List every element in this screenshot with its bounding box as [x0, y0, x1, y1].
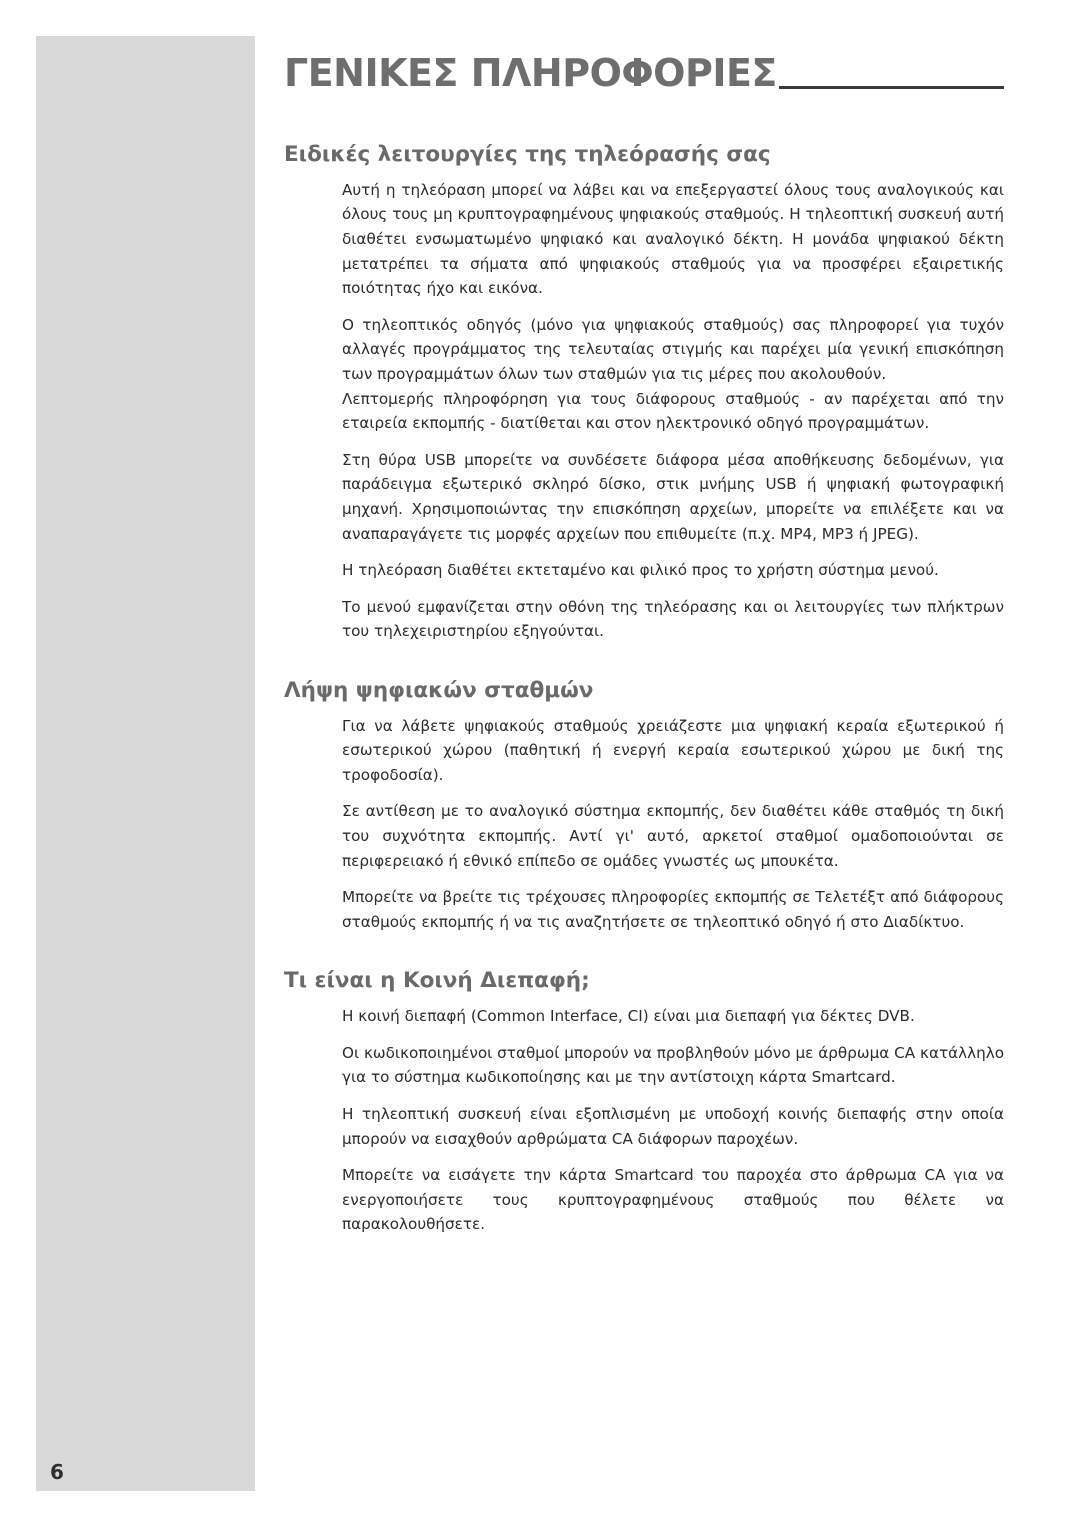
paragraph: Μπορείτε να βρείτε τις τρέχουσες πληροφορίες εκπομπής σε Τελετέξτ από διάφορους σταθμούς εκπομπής ή να τις αναζητήσετε σε τηλεοπτικό οδηγό ή στο Διαδίκτυο. [342, 888, 1004, 931]
paragraph: Το μενού εμφανίζεται στην οθόνη της τηλεόρασης και οι λειτουργίες των πλήκτρων του τηλεχειριστηρίου εξηγούνται. [342, 597, 1004, 641]
paragraph: Οι κωδικοποιημένοι σταθμοί μπορούν να προβληθούν μόνο με άρθρωμα CA κατάλληλο για το σύστημα κωδικοποίησης και με την αντίστοιχη κάρτα Smartcard. [342, 1043, 1004, 1087]
page-number: 6 [50, 1460, 64, 1484]
page-title: ΓΕΝΙΚΕΣ ΠΛΗΡΟΦΟΡΙΕΣ [284, 51, 777, 95]
paragraph: Η τηλεόραση διαθέτει εκτεταμένο και φιλικό προς το χρήστη σύστημα μενού. [342, 561, 939, 580]
section-special-features [284, 142, 1004, 644]
paragraph: Αυτή η τηλεόραση μπορεί να λάβει και να επεξεργαστεί όλους τους αναλογικούς και όλους τους μη κρυπτογραφημένους ψηφιακούς σταθμούς. Η τηλεοπτική συσκευή αυτή διαθέτει ενσωματωμένο ψηφιακό και αναλογικό δέκτη. Η μονάδα ψηφιακού δέκτη μετατρέπει τα σήματα από ψηφιακούς σταθμούς για να προσφέρει εξαιρετικής ποιότητας ήχο και εικόνα. [342, 180, 1004, 298]
paragraph: Η τηλεοπτική συσκευή είναι εξοπλισμένη με υποδοχή κοινής διεπαφής στην οποία μπορούν να εισαχθούν αρθρώματα CA διάφορων παροχέων. [342, 1105, 1004, 1148]
section-common-interface [284, 968, 1004, 1237]
paragraph: Η κοινή διεπαφή (Common Interface, CI) είναι μια διεπαφή για δέκτες DVB. [342, 1007, 915, 1026]
section-heading: Ειδικές λειτουργίες της τηλεόρασής σας [284, 142, 771, 167]
section-heading: Λήψη ψηφιακών σταθμών [284, 677, 594, 703]
paragraph: Στη θύρα USB μπορείτε να συνδέσετε διάφορα μέσα αποθήκευσης δεδομένων, για παράδειγμα εξωτερικό σκληρό δίσκο, στικ μνήμης USB ή ψηφιακή φωτογραφική μηχανή. Χρησιμοποιώντας την επισκόπηση αρχείων, μπορείτε να επιλέξετε και να αναπαραγάγετε τις μορφές αρχείων που επιθυμείτε (π.χ. MP4, MP3 ή JPEG). [342, 450, 1004, 543]
page-content [284, 51, 1004, 1271]
section-digital-reception [284, 678, 1004, 935]
paragraph: Μπορείτε να εισάγετε την κάρτα Smartcard του παροχέα στο άρθρωμα CA για να ενεργοποιήσετε τους κρυπτογραφημένους σταθμούς που θέλετε να παρακολουθήσετε. [342, 1166, 1004, 1234]
sidebar-band [36, 36, 255, 1491]
page-header [284, 51, 1004, 95]
paragraph: Ο τηλεοπτικός οδηγός (μόνο για ψηφιακούς σταθμούς) σας πληροφορεί για τυχόν αλλαγές προγράμματος της τελευταίας στιγμής και παρέχει μία γενική επισκόπηση των προγραμμάτων όλων των σταθμών για τις μέρες που ακολουθούν. [342, 315, 1004, 383]
paragraph: Για να λάβετε ψηφιακούς σταθμούς χρειάζεστε μια ψηφιακή κεραία εξωτερικού ή εσωτερικού χώρου (παθητική ή ενεργή κεραία εσωτερικού χώρου με δική της τροφοδοσία). [342, 716, 1004, 784]
section-heading: Τι είναι η Κοινή Διεπαφή; [284, 968, 590, 994]
paragraph: Λεπτομερής πληροφόρηση για τους διάφορους σταθμούς - αν παρέχεται από την εταιρεία εκπομπής - διατίθεται και στον ηλεκτρονικό οδηγό προγραμμάτων. [342, 389, 1004, 433]
paragraph: Σε αντίθεση με το αναλογικό σύστημα εκπομπής, δεν διαθέτει κάθε σταθμός τη δική του συχνότητα εκπομπής. Αντί γι' αυτό, αρκετοί σταθμοί ομαδοποιούνται σε περιφερειακό ή εθνικό επίπεδο σε ομάδες γνωστές ως μπουκέτα. [342, 802, 1004, 870]
title-rule [779, 86, 1004, 89]
